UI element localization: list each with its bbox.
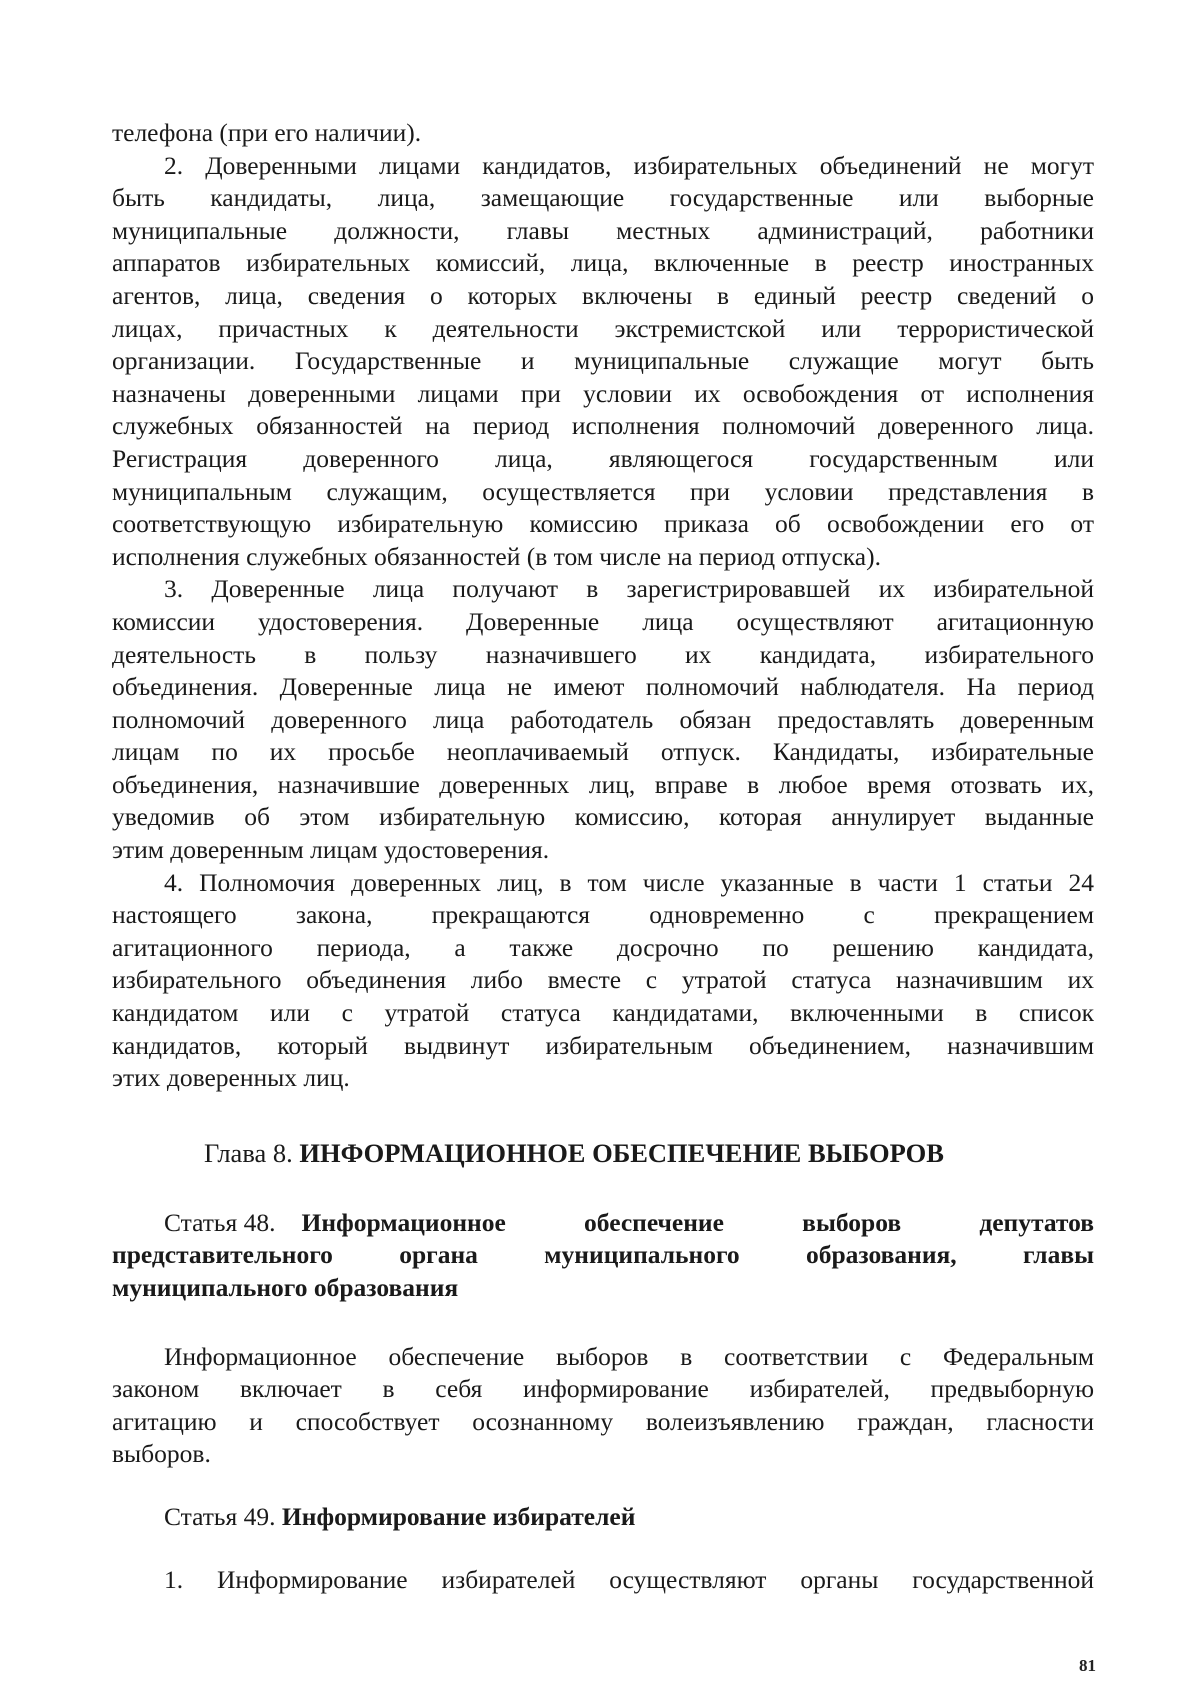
paragraph-line: избирательного объединения либо вместе с утратой статуса назначившим их (112, 965, 1094, 995)
paragraph-line: 3. Доверенные лица получают в зарегистрировавшей их избирательной (164, 574, 1094, 604)
paragraph-line: этих доверенных лиц. (112, 1063, 350, 1093)
chapter-heading (112, 1137, 1094, 1171)
article-prefix: Статья 48. (164, 1207, 276, 1237)
article-49 (112, 1501, 1094, 1596)
article-title: муниципального образования (112, 1273, 459, 1302)
article-title: представительного органа муниципального образования, главы (112, 1240, 1094, 1270)
chapter-title: ИНФОРМАЦИОННОЕ ОБЕСПЕЧЕНИЕ ВЫБОРОВ (299, 1137, 944, 1168)
document-page (112, 117, 1094, 1596)
article-title: Информационное обеспечение выборов депутатов (301, 1207, 1094, 1237)
paragraph-line: Информационное обеспечение выборов в соответствии с Федеральным (164, 1341, 1094, 1371)
paragraph-line: этим доверенным лицам удостоверения. (112, 835, 550, 865)
paragraph-line: исполнения служебных обязанностей (в том числе на период отпуска). (112, 541, 881, 571)
paragraph-line: 1. Информирование избирателей осуществляют органы государственной (164, 1564, 1094, 1594)
paragraph-line: полномочий доверенного лица работодатель обязан предоставлять доверенным (112, 704, 1094, 734)
article-heading-line (112, 1272, 1094, 1305)
paragraph-line: комиссии удостоверения. Доверенные лица осуществляют агитационную (112, 606, 1094, 636)
paragraph-line: деятельность в пользу назначившего их кандидата, избирательного (112, 639, 1094, 669)
paragraph-continuation-line: телефона (при его наличии). (112, 118, 422, 147)
paragraph-line: Регистрация доверенного лица, являющегося государственным или (112, 443, 1094, 473)
article-heading-line (112, 1501, 1094, 1534)
paragraph-line: кандидатом или с утратой статуса кандидатами, включенными в список (112, 998, 1094, 1028)
paragraph-line: уведомив об этом избирательную комиссию, которая аннулирует выданные (112, 802, 1094, 832)
paragraph-line: объединения. Доверенные лица не имеют полномочий наблюдателя. На период (112, 672, 1094, 702)
paragraph-3 (112, 573, 1094, 866)
paragraph-line: соответствующую избирательную комиссию приказа об освобождении его от (112, 509, 1094, 539)
paragraph-line: служебных обязанностей на период исполнения полномочий доверенного лица. (112, 411, 1094, 441)
paragraph-line: аппаратов избирательных комиссий, лица, включенные в реестр иностранных (112, 248, 1094, 278)
article-title: Информирование избирателей (281, 1501, 636, 1531)
paragraph-line: назначены доверенными лицами при условии их освобождения от исполнения (112, 378, 1094, 408)
paragraph-line: агентов, лица, сведения о которых включены в единый реестр сведений о (112, 280, 1094, 310)
page-number: 81 (1079, 1656, 1096, 1675)
article-49-body (112, 1564, 1094, 1597)
paragraph-line: лицах, причастных к деятельности экстремистской или террористической (112, 313, 1094, 343)
article-48 (112, 1207, 1094, 1471)
paragraph-line: лицам по их просьбе неоплачиваемый отпуск. Кандидаты, избирательные (112, 737, 1094, 767)
chapter-prefix: Глава 8. (204, 1137, 293, 1168)
article-heading-line (112, 1239, 1094, 1272)
article-prefix: Статья 49. (164, 1501, 276, 1531)
paragraph-line: быть кандидаты, лица, замещающие государственные или выборные (112, 183, 1094, 213)
paragraph-2 (112, 150, 1094, 574)
paragraph-line: 4. Полномочия доверенных лиц, в том числе указанные в части 1 статьи 24 (164, 867, 1094, 897)
paragraph-line: кандидатов, который выдвинут избирательным объединением, назначившим (112, 1030, 1094, 1060)
paragraph-line: организации. Государственные и муниципальные служащие могут быть (112, 346, 1094, 376)
paragraph-4 (112, 867, 1094, 1095)
paragraph-line: агитацию и способствует осознанному волеизъявлению граждан, гласности (112, 1406, 1094, 1436)
paragraph-line: агитационного периода, а также досрочно по решению кандидата, (112, 932, 1094, 962)
paragraph-line: муниципальные должности, главы местных администраций, работники (112, 215, 1094, 245)
paragraph-line: законом включает в себя информирование избирателей, предвыборную (112, 1374, 1094, 1404)
paragraph-line: настоящего закона, прекращаются одновременно с прекращением (112, 900, 1094, 930)
article-48-body (112, 1341, 1094, 1471)
paragraph-line: 2. Доверенными лицами кандидатов, избирательных объединений не могут (164, 150, 1094, 180)
paragraph-line: объединения, назначившие доверенных лиц, вправе в любое время отозвать их, (112, 769, 1094, 799)
paragraph-line: муниципальным служащим, осуществляется при условии представления в (112, 476, 1094, 506)
article-heading-line (112, 1207, 1094, 1240)
paragraph-line: выборов. (112, 1439, 211, 1469)
